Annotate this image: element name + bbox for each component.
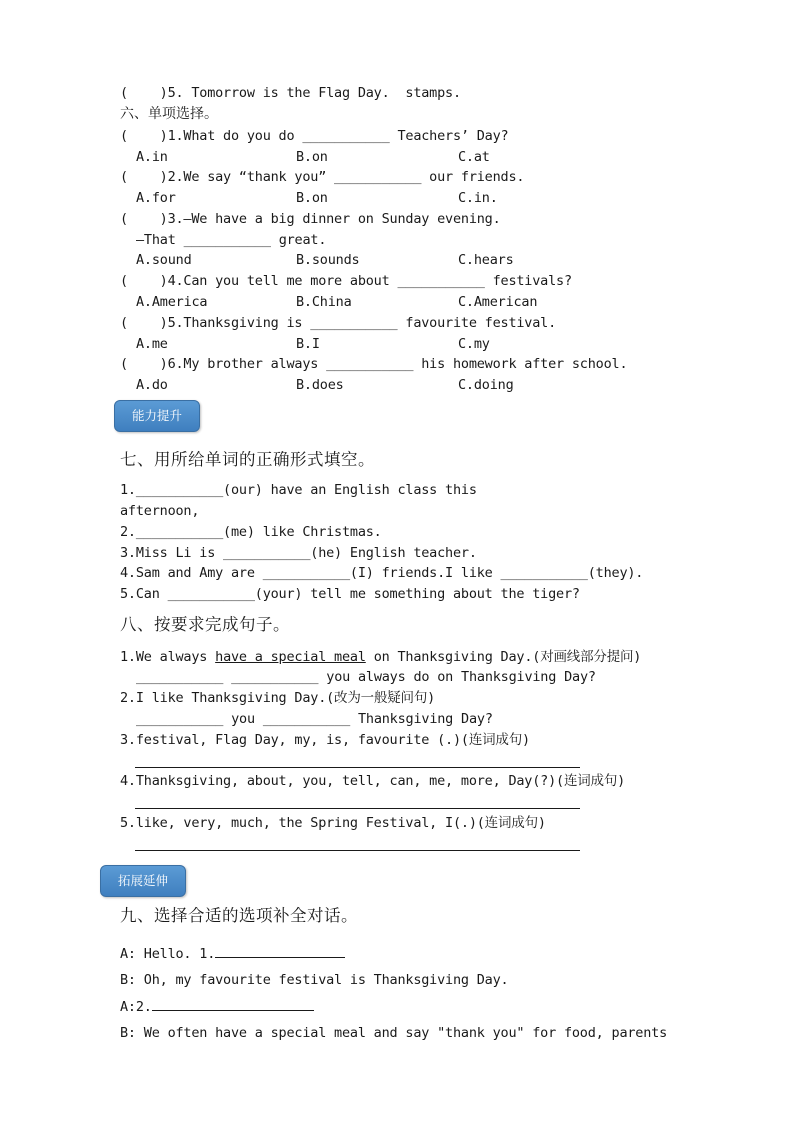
s6-q1-option-a: A.in bbox=[136, 149, 168, 165]
s9-dialog-b1: B: Oh, my favourite festival is Thanksgiving Day. bbox=[120, 972, 509, 988]
s7-line-2: 2.___________(me) like Christmas. bbox=[120, 524, 382, 540]
s6-q2-option-b: B.on bbox=[296, 190, 328, 206]
s8-answer-1: ___________ ___________ you always do on Thanksgiving Day? bbox=[136, 669, 596, 685]
s6-question-6: ( )6.My brother always ___________ his homework after school. bbox=[120, 356, 628, 372]
s9-a1-blank bbox=[215, 944, 345, 958]
s6-question-5: ( )5.Thanksgiving is ___________ favourite festival. bbox=[120, 315, 557, 331]
s8-s1-underlined-phrase: have a special meal bbox=[215, 649, 366, 665]
s9-dialog-a2 bbox=[120, 997, 314, 1016]
s6-question-4: ( )4.Can you tell me more about ___________ festivals? bbox=[120, 273, 572, 289]
ability-improve-badge: 能力提升 bbox=[114, 400, 200, 432]
s6-q4-option-a: A.America bbox=[136, 294, 208, 310]
s7-line-3: 3.Miss Li is ___________(he) English teacher. bbox=[120, 545, 477, 561]
s6-q1-option-c: C.at bbox=[458, 149, 490, 165]
s6-q6-option-a: A.do bbox=[136, 377, 168, 393]
s6-question-1: ( )1.What do you do ___________ Teachers’ Day? bbox=[120, 128, 509, 144]
s6-q2-option-a: A.for bbox=[136, 190, 176, 206]
s8-answer-line-5 bbox=[135, 850, 580, 851]
s7-line-4: 4.Sam and Amy are ___________(I) friends.I like ___________(they). bbox=[120, 565, 644, 581]
s8-s1-suffix: on Thanksgiving Day.(对画线部分提问) bbox=[365, 649, 642, 665]
s6-question-3: ( )3.—We have a big dinner on Sunday evening. bbox=[120, 211, 501, 227]
s8-sentence-5: 5.like, very, much, the Spring Festival, I(.)(连词成句) bbox=[120, 815, 546, 831]
s6-q6-option-c: C.doing bbox=[458, 377, 514, 393]
s6-q5-option-a: A.me bbox=[136, 336, 168, 352]
section7-title: 七、用所给单词的正确形式填空。 bbox=[120, 450, 375, 469]
s8-sentence-4: 4.Thanksgiving, about, you, tell, can, me, more, Day(?)(连词成句) bbox=[120, 773, 626, 789]
s6-q4-option-c: C.American bbox=[458, 294, 538, 310]
section6-title: 六、单项选择。 bbox=[120, 106, 218, 122]
s8-sentence-1 bbox=[120, 648, 641, 666]
s8-answer-2: ___________ you ___________ Thanksgiving Day? bbox=[136, 711, 493, 727]
s9-a1-text: A: Hello. 1. bbox=[120, 946, 216, 962]
s6-q2-option-c: C.in. bbox=[458, 190, 498, 206]
s9-dialog-b2: B: We often have a special meal and say "thank you" for food, parents bbox=[120, 1025, 668, 1041]
s9-dialog-a1 bbox=[120, 944, 345, 963]
s6-q6-option-b: B.does bbox=[296, 377, 344, 393]
s7-line-1-cont: afternoon, bbox=[120, 503, 200, 519]
s6-q3-option-b: B.sounds bbox=[296, 252, 360, 268]
s6-q3-option-a: A.sound bbox=[136, 252, 192, 268]
s8-sentence-3: 3.festival, Flag Day, my, is, favourite (.)(连词成句) bbox=[120, 732, 530, 748]
s6-q1-option-b: B.on bbox=[296, 149, 328, 165]
s6-q3-option-c: C.hears bbox=[458, 252, 514, 268]
s8-answer-line-3 bbox=[135, 767, 580, 768]
s8-s1-prefix: 1.We always bbox=[120, 649, 216, 665]
s6-question-3-reply: —That ___________ great. bbox=[136, 232, 327, 248]
s9-a2-blank bbox=[152, 997, 314, 1011]
s9-a2-text: A:2. bbox=[120, 999, 152, 1015]
s7-line-1: 1.___________(our) have an English class this bbox=[120, 482, 477, 498]
s6-q4-option-b: B.China bbox=[296, 294, 352, 310]
section9-title: 九、选择合适的选项补全对话。 bbox=[120, 906, 358, 925]
section8-title: 八、按要求完成句子。 bbox=[120, 615, 290, 634]
prev-item-5: ( )5. Tomorrow is the Flag Day. stamps. bbox=[120, 85, 461, 101]
s6-q5-option-b: B.I bbox=[296, 336, 320, 352]
s8-sentence-2: 2.I like Thanksgiving Day.(改为一般疑问句) bbox=[120, 690, 436, 706]
s6-q5-option-c: C.my bbox=[458, 336, 490, 352]
s8-answer-line-4 bbox=[135, 808, 580, 809]
s7-line-5: 5.Can ___________(your) tell me something about the tiger? bbox=[120, 586, 580, 602]
s6-question-2: ( )2.We say “thank you” ___________ our friends. bbox=[120, 169, 525, 185]
extension-badge: 拓展延伸 bbox=[100, 865, 186, 897]
